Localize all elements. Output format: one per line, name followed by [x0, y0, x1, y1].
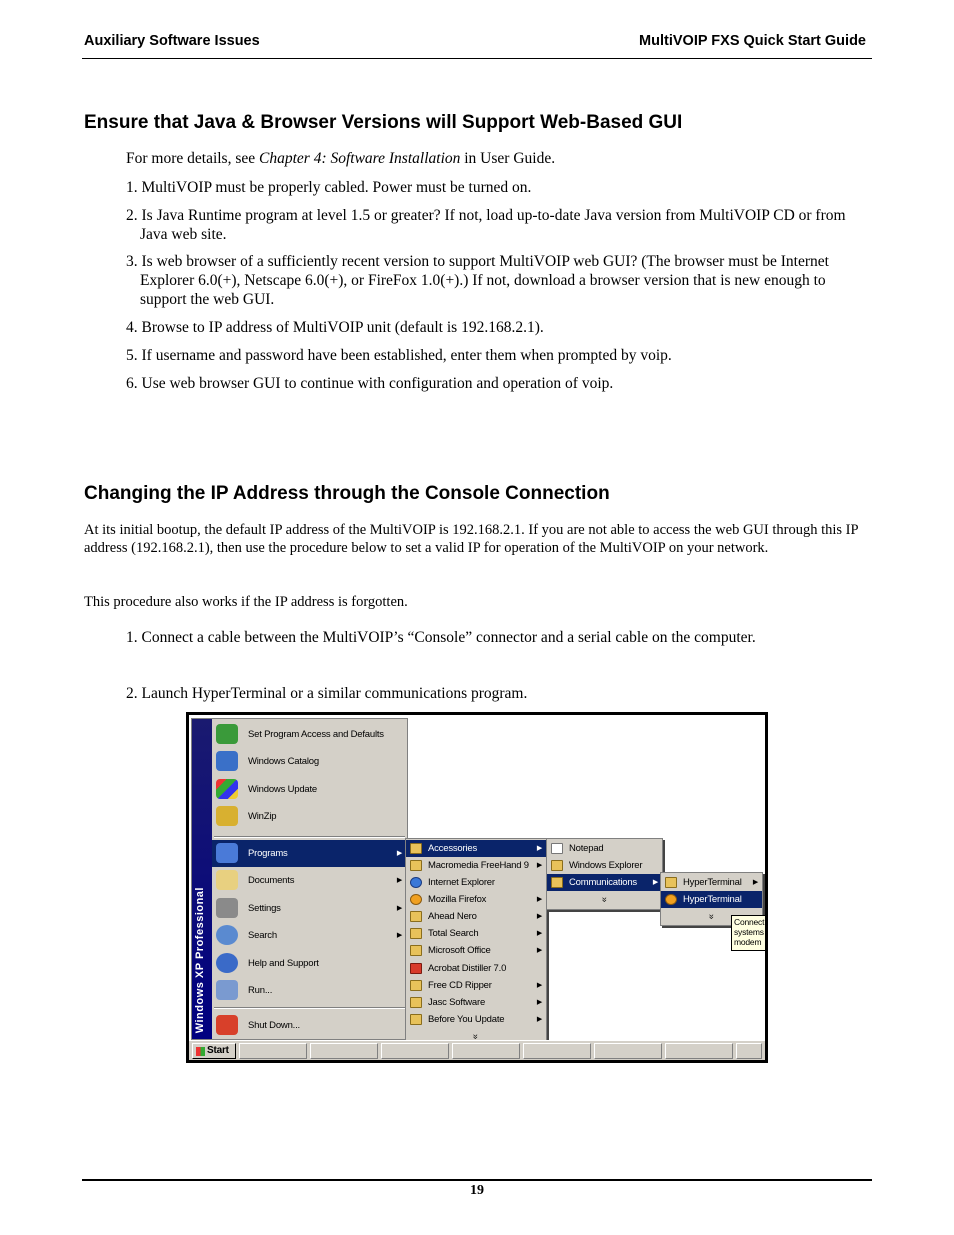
program-item[interactable]: Microsoft Office ▶ [406, 942, 546, 959]
explorer-icon [551, 860, 563, 871]
start-item-program-access[interactable]: Set Program Access and Defaults [212, 721, 407, 748]
step-item: 4. Browse to IP address of MultiVOIP unit (default is 192.168.2.1). [126, 319, 544, 336]
taskbar [189, 1040, 765, 1060]
more-items-chevron[interactable] [547, 891, 662, 908]
taskbar-button[interactable] [452, 1043, 520, 1059]
program-item[interactable]: Macromedia FreeHand 9 ▶ [406, 857, 546, 874]
start-button[interactable]: Start [192, 1043, 236, 1059]
start-menu-screenshot [186, 712, 768, 1063]
submenu-arrow-icon: ▶ [536, 862, 542, 869]
folder-icon [551, 877, 563, 888]
body-paragraph: This procedure also works if the IP address is forgotten. [84, 594, 408, 610]
sidebar-label: Windows XP Professional [194, 886, 206, 1033]
submenu-arrow-icon: ▶ [536, 913, 542, 920]
run-icon [216, 980, 238, 1000]
programs-icon [216, 843, 238, 863]
taskbar-button[interactable] [594, 1043, 662, 1059]
program-item[interactable]: Before You Update ▶ [406, 1011, 546, 1028]
folder-icon [665, 877, 677, 888]
program-item[interactable]: Ahead Nero ▶ [406, 908, 546, 925]
program-item[interactable]: Free CD Ripper ▶ [406, 977, 546, 994]
communications-item-hyperterminal-folder[interactable]: HyperTerminal ▶ [661, 874, 762, 891]
notepad-icon [551, 843, 563, 854]
accessories-submenu [546, 838, 663, 910]
submenu-arrow-icon: ▶ [396, 905, 402, 912]
menu-separator [214, 836, 405, 838]
start-item-windows-update[interactable]: Windows Update [212, 776, 407, 803]
step-item: 5. If username and password have been established, enter them when prompted by voip. [126, 347, 672, 364]
submenu-arrow-icon: ▶ [536, 896, 542, 903]
step-item: 2. Launch HyperTerminal or a similar communications program. [126, 685, 528, 702]
hyperterminal-tooltip: Connect systems modem [731, 915, 767, 951]
program-item[interactable]: Total Search ▶ [406, 925, 546, 942]
winzip-icon [216, 806, 238, 826]
submenu-arrow-icon: ▶ [752, 879, 758, 886]
accessory-item-notepad[interactable]: Notepad [547, 840, 662, 857]
settings-icon [216, 898, 238, 918]
footer-rule [82, 1179, 872, 1181]
help-icon [216, 953, 238, 973]
step-item: 2. Is Java Runtime program at level 1.5 or greater? If not, load up-to-date Java version from MultiVOIP CD or from Java web site. [126, 207, 846, 243]
program-item[interactable]: Mozilla Firefox ▶ [406, 891, 546, 908]
taskbar-button[interactable] [665, 1043, 733, 1059]
hyperterminal-icon [665, 894, 677, 905]
folder-icon [410, 945, 422, 956]
start-item-winzip[interactable]: WinZip [212, 803, 407, 830]
programs-submenu [405, 838, 547, 1048]
program-item[interactable]: Internet Explorer [406, 874, 546, 891]
documents-icon [216, 870, 238, 890]
start-item-search[interactable]: Search ▶ [212, 922, 407, 949]
submenu-arrow-icon: ▶ [536, 999, 542, 1006]
start-item-run[interactable]: Run... [212, 977, 407, 1004]
start-item-windows-catalog[interactable]: Windows Catalog [212, 748, 407, 775]
start-menu-sidebar [192, 719, 212, 1039]
chevron-down-icon: » [599, 896, 610, 903]
submenu-arrow-icon: ▶ [652, 879, 658, 886]
page-number: 19 [470, 1183, 484, 1198]
intro-paragraph: For more details, see Chapter 4: Software Installation in User Guide. [126, 150, 556, 167]
accessory-item-communications[interactable]: Communications ▶ [547, 874, 662, 891]
start-item-shut-down[interactable]: Shut Down... [212, 1012, 407, 1039]
start-item-help[interactable]: Help and Support [212, 950, 407, 977]
submenu-arrow-icon: ▶ [396, 932, 402, 939]
firefox-icon [410, 894, 422, 905]
running-header-right: MultiVOIP FXS Quick Start Guide [639, 33, 866, 49]
folder-icon [410, 980, 422, 991]
taskbar-button[interactable] [523, 1043, 591, 1059]
folder-icon [410, 928, 422, 939]
step-item: 1. Connect a cable between the MultiVOIP’s “Console” connector and a serial cable on the computer. [126, 629, 756, 646]
section-title-java-browser: Ensure that Java & Browser Versions will Support Web-Based GUI [84, 112, 683, 133]
folder-icon [410, 1014, 422, 1025]
section-title-ip-address: Changing the IP Address through the Console Connection [84, 483, 610, 504]
communications-item-hyperterminal[interactable]: HyperTerminal [661, 891, 762, 908]
submenu-arrow-icon: ▶ [536, 982, 542, 989]
start-item-programs[interactable]: Programs ▶ [212, 840, 407, 867]
program-item[interactable]: Jasc Software ▶ [406, 994, 546, 1011]
taskbar-button[interactable] [736, 1043, 762, 1059]
start-menu [191, 718, 408, 1040]
submenu-arrow-icon: ▶ [536, 1016, 542, 1023]
submenu-arrow-icon: ▶ [536, 930, 542, 937]
step-item: 3. Is web browser of a sufficiently recent version to support MultiVOIP web GUI? (The browser must be Internet Explorer 6.0(+), Netscape 6.0(+), or FireFox 1.0(+).) If not, download a browser version that is new enough to support the web GUI. [126, 253, 829, 308]
step-item: 6. Use web browser GUI to continue with configuration and operation of voip. [126, 375, 614, 392]
taskbar-button[interactable] [239, 1043, 307, 1059]
program-access-icon [216, 724, 238, 744]
menu-separator [214, 1007, 405, 1009]
step-item: 1. MultiVOIP must be properly cabled. Power must be turned on. [126, 179, 532, 196]
internet-explorer-icon [410, 877, 422, 888]
start-item-settings[interactable]: Settings ▶ [212, 895, 407, 922]
chevron-down-icon: » [706, 913, 717, 920]
folder-icon [410, 911, 422, 922]
submenu-arrow-icon: ▶ [396, 850, 402, 857]
acrobat-icon [410, 963, 422, 974]
submenu-arrow-icon: ▶ [396, 877, 402, 884]
program-item[interactable]: Acrobat Distiller 7.0 [406, 960, 546, 977]
taskbar-button[interactable] [310, 1043, 378, 1059]
taskbar-button[interactable] [381, 1043, 449, 1059]
body-paragraph: At its initial bootup, the default IP address of the MultiVOIP is 192.168.2.1. If you are not able to access the web GUI through this IP address (192.168.2.1), then use the procedure below to set a valid IP for operation of the MultiVOIP on your network. [84, 522, 859, 556]
windows-logo-icon [196, 1047, 205, 1056]
submenu-arrow-icon: ▶ [536, 845, 542, 852]
running-header-left: Auxiliary Software Issues [84, 33, 260, 49]
submenu-arrow-icon: ▶ [536, 947, 542, 954]
power-icon [216, 1015, 238, 1035]
accessory-item-explorer[interactable]: Windows Explorer [547, 857, 662, 874]
windows-catalog-icon [216, 751, 238, 771]
folder-icon [410, 860, 422, 871]
program-item-accessories[interactable]: Accessories ▶ [406, 840, 546, 857]
folder-icon [410, 843, 422, 854]
header-rule [82, 58, 872, 59]
start-item-documents[interactable]: Documents ▶ [212, 867, 407, 894]
windows-update-icon [216, 779, 238, 799]
chevron-down-icon: » [470, 1033, 482, 1040]
search-icon [216, 925, 238, 945]
folder-icon [410, 997, 422, 1008]
